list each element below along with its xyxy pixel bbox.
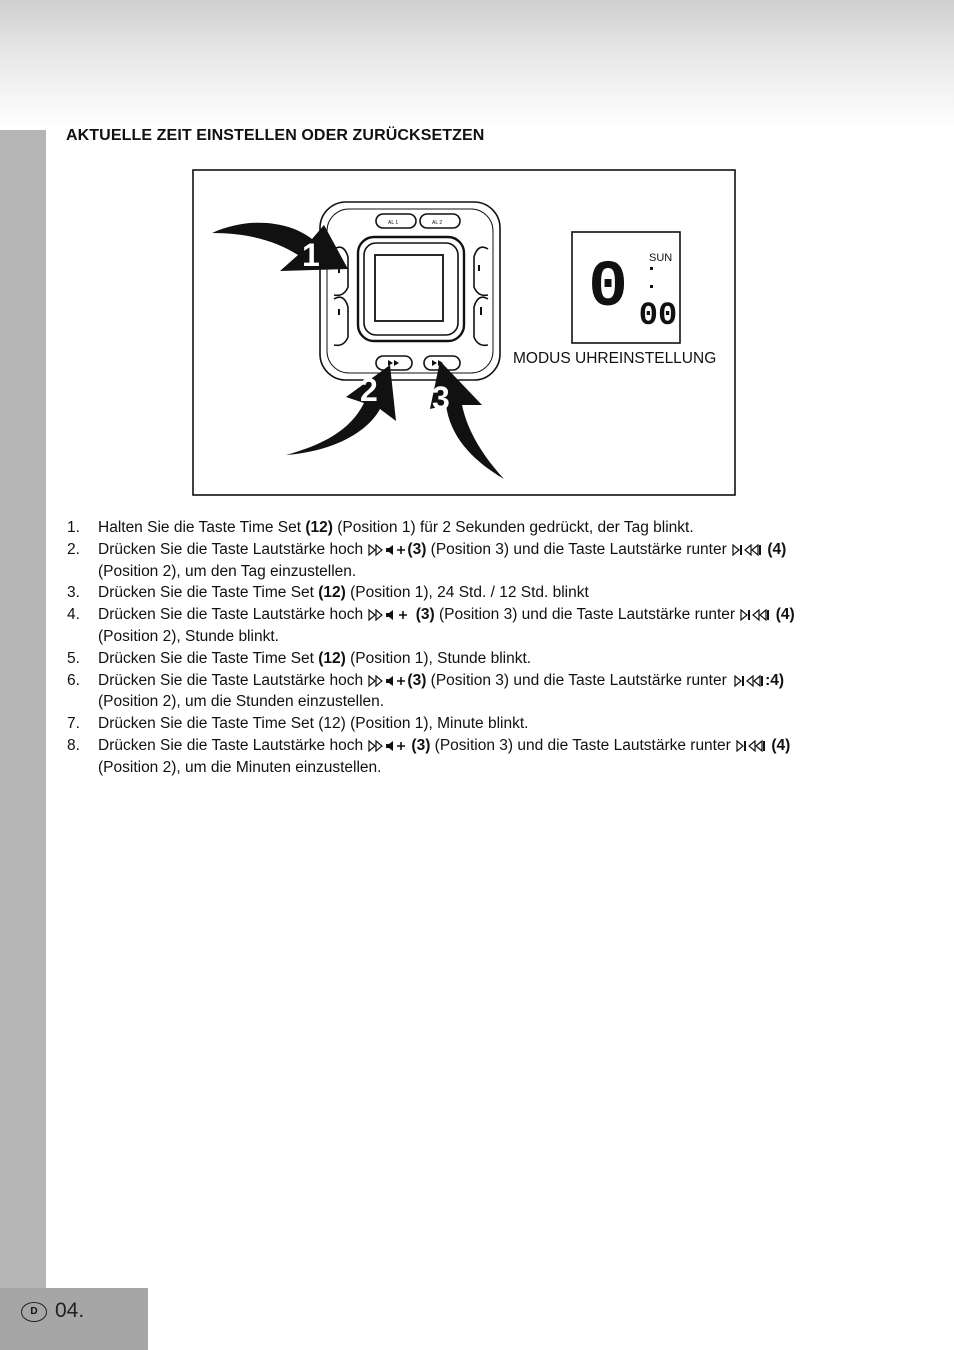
volume-down-icon xyxy=(735,739,767,753)
list-item xyxy=(66,517,886,539)
figure-caption: MODUS UHREINSTELLUNG xyxy=(513,350,717,367)
al2-label: AL 2 xyxy=(432,220,443,226)
item-text: (Position 2), Stunde blinkt. xyxy=(98,627,279,645)
list-item xyxy=(66,648,886,670)
item-number: 6. xyxy=(67,671,80,689)
al1-label: AL 1 xyxy=(388,220,399,226)
item-number: 4. xyxy=(67,606,80,624)
item-text: (Position 2), um die Minuten einzustellen. xyxy=(98,758,382,776)
item-number: 1. xyxy=(67,519,80,536)
callout-2: 2 xyxy=(360,372,378,408)
page-number: 04. xyxy=(55,1299,85,1322)
item-text: (Position 3) und die Taste Lautstärke runter xyxy=(434,606,740,624)
list-item xyxy=(66,539,886,583)
item-ref: (3) xyxy=(407,540,427,558)
volume-up-icon xyxy=(367,608,411,622)
item-text: (Position 2), um die Stunden einzustellen. xyxy=(98,693,385,711)
item-text: Drücken Sie die Taste Lautstärke hoch xyxy=(98,736,368,754)
item-text: (Position 1) für 2 Sekunden gedrückt, der Tag blinkt. xyxy=(332,519,694,536)
item-text: (Position 3) und die Taste Lautstärke runter xyxy=(430,736,736,754)
item-text: Drücken Sie die Taste Time Set xyxy=(98,649,319,667)
list-item xyxy=(66,713,886,735)
callout-arrow-3 xyxy=(430,361,504,479)
item-text: Drücken Sie die Taste Time Set xyxy=(98,584,319,602)
lcd-display xyxy=(572,232,680,343)
section-heading: AKTUELLE ZEIT EINSTELLEN ODER ZURÜCKSETZEN xyxy=(66,127,485,144)
item-text: (Position 3) und die Taste Lautstärke runter xyxy=(426,671,732,689)
item-ref: (4) xyxy=(775,606,795,624)
item-text: (Position 1), Stunde blinkt. xyxy=(345,649,532,667)
device-illustration xyxy=(192,169,736,497)
item-text: Drücken Sie die Taste Lautstärke hoch xyxy=(98,671,368,689)
volume-down-icon xyxy=(731,543,763,557)
item-ref: (3) xyxy=(411,736,431,754)
item-text: (Position 3) und die Taste Lautstärke runter xyxy=(426,540,732,558)
instruction-list xyxy=(66,517,886,779)
volume-up-icon xyxy=(367,674,407,688)
volume-up-icon xyxy=(367,543,407,557)
callout-3: 3 xyxy=(432,380,450,416)
item-ref: (4) xyxy=(767,540,787,558)
item-text: Halten Sie die Taste Time Set xyxy=(98,519,306,536)
volume-down-icon xyxy=(739,608,771,622)
language-badge: D xyxy=(21,1302,47,1322)
lcd-minutes: 00 xyxy=(638,297,678,334)
item-ref: (4) xyxy=(771,736,791,754)
item-number: 8. xyxy=(67,736,80,754)
list-item xyxy=(66,735,886,779)
list-item xyxy=(66,582,886,604)
item-text: (Position 2), um den Tag einzustellen. xyxy=(98,562,357,580)
item-ref: :4) xyxy=(765,671,785,689)
side-color-bar xyxy=(0,130,46,1290)
item-number: 3. xyxy=(67,584,80,602)
item-ref: (12) xyxy=(318,649,346,667)
top-gradient-band xyxy=(0,0,954,130)
item-text: Drücken Sie die Taste Lautstärke hoch xyxy=(98,606,368,624)
volume-up-icon xyxy=(367,739,411,753)
list-item xyxy=(66,670,886,714)
item-ref: (12) xyxy=(318,584,346,602)
item-number: 5. xyxy=(67,649,80,667)
callout-1: 1 xyxy=(302,237,320,273)
item-text: Drücken Sie die Taste Lautstärke hoch xyxy=(98,540,368,558)
lcd-day: SUN xyxy=(649,252,673,264)
item-text: (Position 1), 24 Std. / 12 Std. blinkt xyxy=(345,584,589,602)
lcd-big-digit: 0 xyxy=(588,250,628,325)
item-number: 2. xyxy=(67,540,80,558)
callout-arrow-2 xyxy=(286,365,396,455)
item-ref: (3) xyxy=(415,606,435,624)
list-item xyxy=(66,604,886,648)
volume-down-icon xyxy=(731,674,765,688)
item-text: Drücken Sie die Taste Time Set (12) (Position 1), Minute blinkt. xyxy=(98,715,529,733)
item-ref: (3) xyxy=(407,671,427,689)
item-ref: (12) xyxy=(305,519,333,536)
item-number: 7. xyxy=(67,715,80,733)
callout-arrow-1 xyxy=(212,223,348,273)
